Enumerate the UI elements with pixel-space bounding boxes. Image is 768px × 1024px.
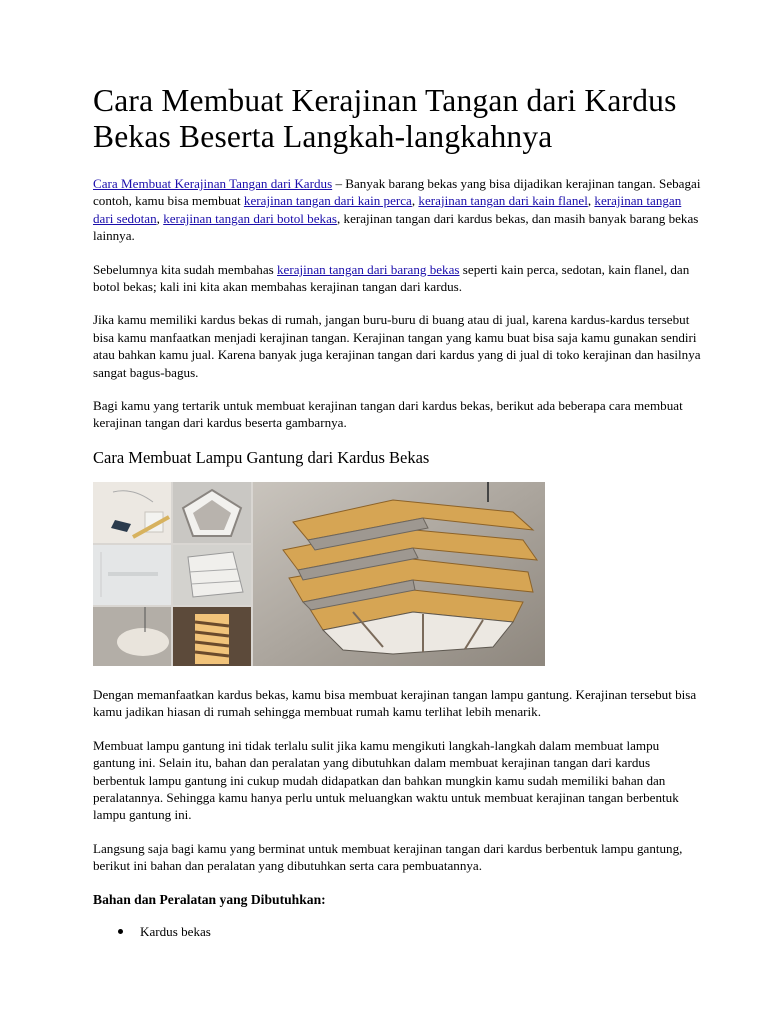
article-body xyxy=(93,83,703,940)
paragraph-lampu-gantung-intro: Dengan memanfaatkan kardus bekas, kamu bisa membuat kerajinan tangan lampu gantung. Kerajinan tersebut bisa kamu jadikan hiasan di rumah sehingga membuat rumah kamu terlihat lebih menarik. xyxy=(93,686,697,720)
link-botol-bekas[interactable]: kerajinan tangan dari botol bekas xyxy=(163,210,337,226)
paragraph-lampu-gantung-detail: Membuat lampu gantung ini tidak terlalu sulit jika kamu mengikuti langkah-langkah dalam membuat lampu gantung ini. Selain itu, bahan dan peralatan yang dibutuhkan dalam membuat kerajinan tangan dari kardus berbentuk lampu gantung ini cukup mudah didapatkan dan bahkan mungkin kamu sudah memiliki bahan dan peralatannya. Sehingga kamu hanya perlu untuk meluangkan waktu untuk membuat kerajinan tangan berbentuk lampu gantung ini. xyxy=(93,737,679,823)
intro-paragraph: Cara Membuat Kerajinan Tangan dari Kardus – Banyak barang bekas yang bisa dijadikan kerajinan tangan. Sebagai contoh, kamu bisa membuat kerajinan tangan dari kain perca, kerajinan tangan dari kain flanel, kerajinan tangan dari sedotan, kerajinan tangan dari botol bekas, kerajinan tangan dari kardus bekas, dan masih banyak barang bekas lainnya. xyxy=(93,176,701,244)
section-heading: Cara Membuat Lampu Gantung dari Kardus Bekas xyxy=(93,447,430,467)
link-barang-bekas[interactable]: kerajinan tangan dari barang bekas xyxy=(277,261,460,277)
link-sedotan[interactable]: kerajinan tangan dari sedotan xyxy=(93,193,682,226)
link-kain-perca[interactable]: kerajinan tangan dari kain perca xyxy=(243,193,412,209)
paragraph-intro-list: Bagi kamu yang tertarik untuk membuat kerajinan tangan dari kardus bekas, berikut ada beberapa cara membuat kerajinan tangan dari kardus beserta gambarnya. xyxy=(93,398,683,431)
article-title: Cara Membuat Kerajinan Tangan dari Kardus Bekas Beserta Langkah-langkahnya xyxy=(93,83,677,154)
link-cara-membuat-kerajinan[interactable]: Cara Membuat Kerajinan Tangan dari Kardus xyxy=(93,176,333,191)
bullet-icon xyxy=(118,929,123,934)
lamp-photo-image xyxy=(93,482,545,666)
list-item: Kardus bekas xyxy=(140,923,703,940)
link-kain-flanel[interactable]: kerajinan tangan dari kain flanel xyxy=(418,193,588,209)
previous-topic-paragraph: Sebelumnya kita sudah membahas kerajinan tangan dari barang bekas seperti kain perca, sedotan, kain flanel, dan botol bekas; kali ini kita akan membahas kerajinan tangan dari kardus. xyxy=(93,261,690,295)
paragraph-kardus-bekas: Jika kamu memiliki kardus bekas di rumah, jangan buru-buru di buang atau di jual, karena kardus-kardus tersebut bisa kamu manfaatkan menjadi kerajinan tangan. Kerajinan tangan yang kamu buat bisa saja kamu gunakan sendiri atau bahkan kamu jual. Karena banyak juga kerajinan tangan dari kardus yang di jual di toko kerajinan dan hasilnya sangat bagus-bagus. xyxy=(93,312,701,380)
materials-list xyxy=(93,923,703,940)
paragraph-lampu-gantung-cta: Langsung saja bagi kamu yang berminat untuk membuat kerajinan tangan dari kardus berbentuk lampu gantung, berikut ini bahan dan peralatan yang dibutuhkan serta cara pembuatannya. xyxy=(93,840,683,874)
materials-heading: Bahan dan Peralatan yang Dibutuhkan: xyxy=(93,891,326,907)
lamp-photo-collage xyxy=(93,482,545,666)
